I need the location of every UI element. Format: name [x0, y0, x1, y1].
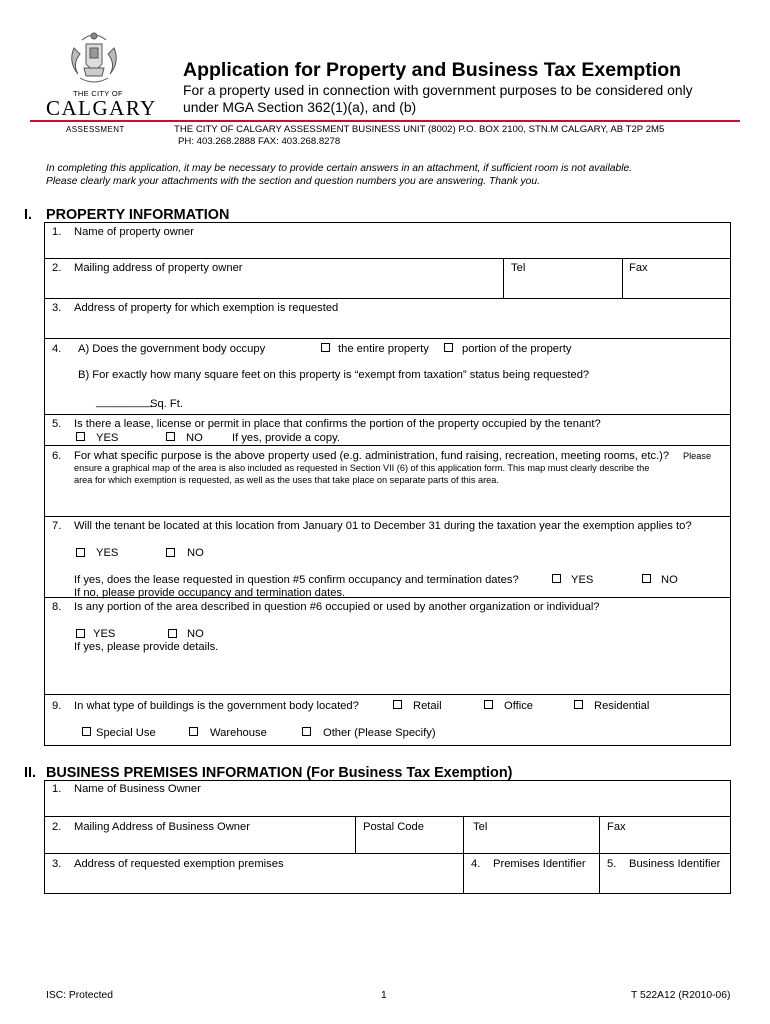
logo-the-city-of: THE CITY OF	[73, 89, 123, 98]
q8-no-label: NO	[187, 628, 204, 640]
exempt-property-address-label: Address of property for which exemption is requested	[74, 302, 339, 314]
col-divider	[622, 258, 623, 298]
retail-label: Retail	[413, 700, 442, 712]
s2-q3-number: 3.	[52, 858, 62, 870]
business-identifier-label: Business Identifier	[629, 858, 721, 870]
residential-label: Residential	[594, 700, 650, 712]
warehouse-label: Warehouse	[210, 727, 267, 739]
owner-tel-label: Tel	[511, 262, 526, 274]
purpose-question: For what specific purpose is the above property used (e.g. administration, fund raising, recreation, meeting rooms, etc.)?	[74, 450, 670, 462]
purpose-map-note-1: ensure a graphical map of the area is also included as requested in Section VII (6) of this application form. This map must clearly describe the	[74, 463, 650, 473]
subtitle-line-1: For a property used in connection with government purposes to be considered only	[183, 82, 693, 98]
q3-number: 3.	[52, 302, 62, 314]
q5-if-yes-note: If yes, provide a copy.	[232, 432, 340, 444]
office-label: Office	[504, 700, 534, 712]
section-2-title: BUSINESS PREMISES INFORMATION (For Business Tax Exemption)	[46, 765, 513, 781]
shared-use-question: Is any portion of the area described in question #6 occupied or used by another organization or individual?	[74, 601, 600, 613]
office-address: THE CITY OF CALGARY ASSESSMENT BUSINESS UNIT (8002) P.O. BOX 2100, STN.M CALGARY, AB T2P 2M5	[174, 124, 665, 135]
logo-assessment: ASSESSMENT	[66, 125, 125, 134]
q4-number: 4.	[52, 343, 62, 355]
q5-number: 5.	[52, 418, 62, 430]
exemption-premises-address-label: Address of requested exemption premises	[74, 858, 284, 870]
subtitle-line-2: under MGA Section 362(1)(a), and (b)	[183, 99, 417, 115]
row-divider	[44, 853, 731, 854]
s2-q2-number: 2.	[52, 821, 62, 833]
residential-checkbox[interactable]	[574, 700, 583, 709]
q7-lease-no-label: NO	[661, 574, 678, 586]
row-divider	[44, 445, 731, 446]
intro-line-2: Please clearly mark your attachments with the section and question numbers you are answering. Thank you.	[46, 176, 540, 187]
special-use-checkbox[interactable]	[82, 727, 91, 736]
lease-question: Is there a lease, license or permit in place that confirms the portion of the property occupied by the tenant?	[74, 418, 601, 430]
premises-identifier-label: Premises Identifier	[493, 858, 586, 870]
q7-lease-yes-checkbox[interactable]	[552, 574, 561, 583]
row-divider	[44, 258, 731, 259]
q8-number: 8.	[52, 601, 62, 613]
s1-top-border	[44, 222, 731, 223]
row-divider	[44, 816, 731, 817]
s2-q1-number: 1.	[52, 783, 62, 795]
q8-no-checkbox[interactable]	[168, 629, 177, 638]
s2-q4-number: 4.	[471, 858, 481, 870]
col-divider	[503, 258, 504, 298]
city-crest-logo	[62, 28, 126, 90]
tenant-duration-question: Will the tenant be located at this location from January 01 to December 31 during the taxation year the exemption applies to?	[74, 520, 692, 532]
s1-left-border	[44, 222, 45, 745]
q8-details-note: If yes, please provide details.	[74, 641, 219, 653]
s2-left-border	[44, 780, 45, 893]
row-divider	[44, 694, 731, 695]
q2-number: 2.	[52, 262, 62, 274]
owner-mailing-address-label: Mailing address of property owner	[74, 262, 243, 274]
postal-code-label: Postal Code	[363, 821, 424, 833]
business-fax-label: Fax	[607, 821, 626, 833]
q7-followup-1: If yes, does the lease requested in question #5 confirm occupancy and termination dates?	[74, 574, 519, 586]
s1-bottom-border	[44, 745, 731, 746]
entire-property-checkbox[interactable]	[321, 343, 330, 352]
property-owner-name-label: Name of property owner	[74, 226, 195, 238]
row-divider	[44, 516, 731, 517]
q8-yes-label: YES	[93, 628, 116, 640]
q5-no-label: NO	[186, 432, 203, 444]
purpose-map-note-2: area for which exemption is requested, as well as the uses that take place on separate parts of this area.	[74, 475, 499, 485]
col-divider	[463, 816, 464, 893]
portion-property-checkbox[interactable]	[444, 343, 453, 352]
business-tel-label: Tel	[473, 821, 488, 833]
section-1-numeral: I.	[24, 207, 32, 223]
q7-no-label: NO	[187, 547, 204, 559]
q5-no-checkbox[interactable]	[166, 432, 175, 441]
intro-line-1: In completing this application, it may be necessary to provide certain answers in an attachment, if sufficient room is not available.	[46, 163, 633, 174]
other-label: Other (Please Specify)	[323, 727, 436, 739]
q5-yes-checkbox[interactable]	[76, 432, 85, 441]
s2-q5-number: 5.	[607, 858, 617, 870]
q9-number: 9.	[52, 700, 62, 712]
q4b-question: B) For exactly how many square feet on this property is “exempt from taxation” status being requested?	[78, 369, 590, 381]
q7-yes-label: YES	[96, 547, 119, 559]
office-phone: PH: 403.268.2888 FAX: 403.268.8278	[178, 136, 341, 147]
s2-top-border	[44, 780, 731, 781]
q8-yes-checkbox[interactable]	[76, 629, 85, 638]
q7-lease-yes-label: YES	[571, 574, 594, 586]
q7-no-checkbox[interactable]	[166, 548, 175, 557]
q7-number: 7.	[52, 520, 62, 532]
crest-icon	[62, 28, 126, 90]
entire-property-label: the entire property	[338, 343, 429, 355]
row-divider	[44, 338, 731, 339]
office-checkbox[interactable]	[484, 700, 493, 709]
building-type-question: In what type of buildings is the government body located?	[74, 700, 359, 712]
footer-form-number: T 522A12 (R2010-06)	[631, 990, 731, 1001]
sqft-blank[interactable]: _________	[96, 396, 152, 408]
q4a-question: A) Does the government body occupy	[78, 343, 266, 355]
business-owner-name-label: Name of Business Owner	[74, 783, 201, 795]
retail-checkbox[interactable]	[393, 700, 402, 709]
footer-page-number: 1	[381, 990, 387, 1001]
col-divider	[599, 816, 600, 893]
purpose-please: Please	[683, 451, 712, 461]
logo-city-name: CALGARY	[46, 96, 157, 120]
row-divider	[44, 414, 731, 415]
q7-followup-2: If no, please provide occupancy and termination dates.	[74, 587, 346, 599]
s1-right-border	[730, 222, 731, 745]
q1-number: 1.	[52, 226, 62, 238]
page-title: Application for Property and Business Tax Exemption	[183, 59, 682, 81]
section-2-numeral: II.	[24, 765, 36, 781]
q5-yes-label: YES	[96, 432, 119, 444]
special-use-label: Special Use	[96, 727, 156, 739]
business-mailing-address-label: Mailing Address of Business Owner	[74, 821, 250, 833]
s2-right-border	[730, 780, 731, 893]
warehouse-checkbox[interactable]	[189, 727, 198, 736]
q7-yes-checkbox[interactable]	[76, 548, 85, 557]
owner-fax-label: Fax	[629, 262, 648, 274]
sqft-label: Sq. Ft.	[150, 398, 183, 410]
header-red-rule	[30, 120, 740, 122]
other-checkbox[interactable]	[302, 727, 311, 736]
q7-lease-no-checkbox[interactable]	[642, 574, 651, 583]
footer-classification: ISC: Protected	[46, 990, 113, 1001]
section-1-title: PROPERTY INFORMATION	[46, 207, 230, 223]
portion-property-label: portion of the property	[462, 343, 572, 355]
col-divider	[355, 816, 356, 853]
row-divider	[44, 298, 731, 299]
s2-bottom-border	[44, 893, 731, 894]
q6-number: 6.	[52, 450, 62, 462]
